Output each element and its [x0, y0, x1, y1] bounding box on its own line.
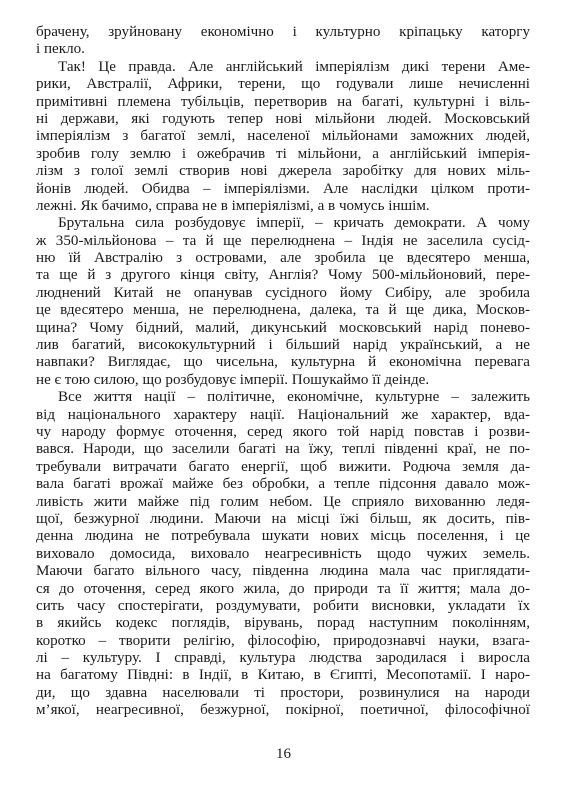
- text-line: щина? Чому бідний, малий, дикунський московський нарід понево-: [36, 319, 530, 336]
- page-number: 16: [276, 746, 291, 762]
- text-line: від національного характеру нації. Національний же характер, вда-: [36, 406, 530, 423]
- text-line: рики, Австралії, Африки, терени, що годували лише нечисленні: [36, 76, 530, 93]
- text-line: денна людина не потребувала шукати нових місць поселення, і це: [36, 528, 530, 545]
- text-line: лежні. Як бачимо, справа не в імперіялізмі, а в чомусь іншім.: [36, 197, 430, 214]
- text-line: навпаки? Виглядає, що чисельна, культурна й економічна перевага: [36, 354, 530, 371]
- paragraph: [36, 24, 530, 59]
- text-line: сить часу спостерігати, роздумувати, робити висновки, укладати їх: [36, 597, 530, 614]
- text-line: ж 350-мільйонова – та й ще перелюднена – Індія не заселила сусід-: [36, 232, 530, 249]
- text-line: не є тою силою, що розбудовує імперії. Пошукаймо її деінде.: [36, 371, 430, 388]
- text-line: люднений Китай не опанував сусідного йому Сибіру, але зробила: [36, 284, 530, 301]
- text-line: в якийсь кодекс поглядів, вірувань, порад наступним поколінням,: [36, 615, 530, 632]
- text-line: зробив голу землю і ожебрачив ті мільйони, а англійський імперія-: [36, 145, 530, 162]
- text-line: чу народу формує оточення, серед якого той нарід повстав і розви-: [36, 423, 530, 440]
- text-line: та ще й з другого кінця світу, Англія? Чому 500-мільйоновий, пере-: [36, 267, 530, 284]
- text-line: примітивні племена тубільців, перетворив на багаті, культурні і віль-: [36, 93, 530, 110]
- text-line: коротко – творити релігію, філософію, природознавчі науки, взага-: [36, 632, 530, 649]
- text-line: ди, що здавна населювали ті простори, розвинулися на народи: [36, 684, 530, 701]
- text-line: вала багаті врожаї майже без обробки, а тепле підсоння давало мож-: [36, 476, 530, 493]
- book-page-text: [36, 24, 530, 720]
- text-line: імперіялізм з багатої землі, населеної мільйонами заможних людей,: [36, 128, 530, 145]
- text-line: лі – культуру. І справді, культура людства зародилася і виросла: [36, 650, 530, 667]
- text-line: брачену, зруйновану економічно і культурно кріпацьку каторгу: [36, 24, 530, 40]
- text-line: це вдесятеро менша, не перелюднена, далека, та й ще дика, Москов-: [36, 302, 530, 319]
- paragraph: [36, 59, 530, 216]
- text-line: ся до оточення, серед якого жила, до природи та її життя; мала до-: [36, 580, 530, 597]
- paragraph: [36, 215, 530, 389]
- text-line: ні держави, які годують тепер нові мільйони людей. Московський: [36, 110, 530, 127]
- text-line: м’якої, неагресивної, безжурної, покірної, поетичної, філософічної: [36, 702, 530, 719]
- text-line: Так! Це правда. Але англійський імперіялізм дикі терени Аме-: [58, 58, 530, 75]
- text-line: щої, безжурної людини. Маючи на місці їжі більш, як досить, пів-: [36, 510, 530, 527]
- text-line: виховало домосида, виховало неагресивність щодо чужих земель.: [36, 545, 530, 562]
- text-line: і пекло.: [36, 41, 85, 58]
- text-line: Маючи багато вільного часу, південна людина мала час приглядати-: [36, 563, 530, 580]
- text-line: Брутальна сила розбудовує імперії, – кричать демократи. А чому: [58, 215, 530, 232]
- text-line: лив багатий, висококультурний і більший нарід український, а не: [36, 337, 530, 354]
- text-line: лізм з голої землі створив нові джерела заробітку для нових міль-: [36, 163, 530, 180]
- text-line: Все життя нації – політичне, економічне, культурне – залежить: [58, 389, 530, 406]
- text-line: на багатому Півдні: в Індії, в Китаю, в Єгипті, Месопотамії. І наро-: [36, 667, 530, 684]
- text-line: ню їй Австралію з островами, але зробила це вдесятеро менша,: [36, 250, 530, 267]
- paragraph: [36, 389, 530, 719]
- text-line: требували витрачати багато енергії, щоб вижити. Родюча земля да-: [36, 458, 530, 475]
- text-line: йонів людей. Обидва – імперіялізми. Але наслідки цілком проти-: [36, 180, 530, 197]
- text-line: ливість жити майже під голим небом. Це сприяло вихованню ледя-: [36, 493, 530, 510]
- text-line: вався. Народи, що заселили багаті на їжу, теплі південні краї, не по-: [36, 441, 530, 458]
